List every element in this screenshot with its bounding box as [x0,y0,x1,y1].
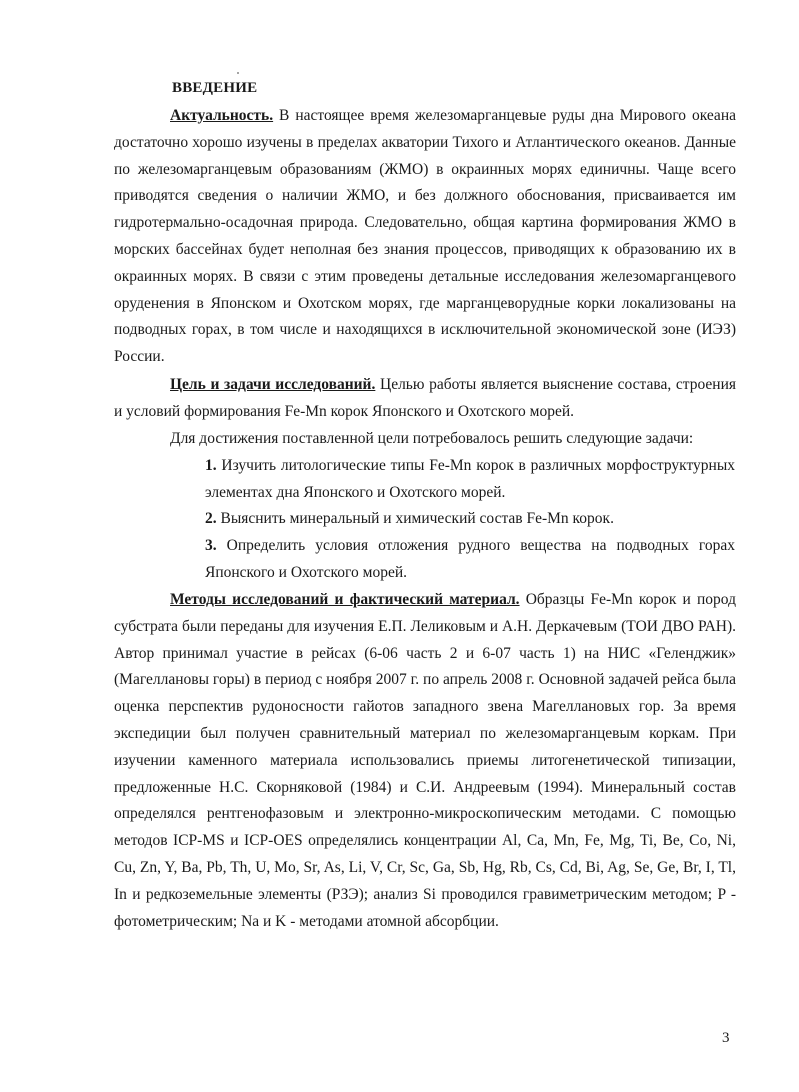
text-relevance: В настоящее время железомарганцевые руды дна Мирового океана достаточно хорошо изучены в пределах акватории Тихого и Атлантического океанов. Данные по железомарганцевым образованиям (ЖМО) в окраинных морях единичны. Чаще всего приводятся сведения о наличии ЖМО, и без должного обоснования, присваивается им гидротермально-осадочная природа. Следовательно, общая картина формирования ЖМО в морских бассейнах будет неполная без знания процессов, приводящих к образованию их в окраинных морях. В связи с этим проведены детальные исследования железомарганцевого оруденения в Японском и Охотском морях, где марганцеворудные корки локализованы на подводных горах, в том числе и находящихся в исключительной экономической зоне (ИЭЗ) России. [114,107,736,366]
section-heading: ВВЕДЕНИЕ [172,80,258,96]
task-item [205,453,735,507]
scan-speck [237,72,239,74]
lead-goal: Цель и задачи исследований. [170,376,376,393]
text-goal: Целью работы является выяснение состава, строения и условий формирования Fe-Mn корок Японского и Охотского морей. [114,376,736,420]
lead-relevance: Актуальность. [170,107,274,124]
task-number: 2. [205,510,217,527]
task-number: 1. [205,457,217,474]
task-text: Определить условия отложения рудного вещества на подводных горах Японского и Охотского морей. [205,537,735,581]
paragraph-relevance [114,103,736,371]
text-methods: Образцы Fe-Mn корок и пород субстрата были переданы для изучения Е.П. Леликовым и А.Н. Деркачевым (ТОИ ДВО РАН). Автор принимал участие в рейсах (6-06 часть 2 и 6-07 часть 1) на НИС «Геленджик» (Магеллановы горы) в период с ноября 2007 г. по апрель 2008 г. Основной задачей рейса была оценка перспектив рудоносности гайотов западного звена Магеллановых гор. За время экспедиции был получен сравнительный материал по железомарганцевым коркам. При изучении каменного материала использовались приемы литогенетической типизации, предложенные Н.С. Скорняковой (1984) и С.И. Андреевым (1994). Минеральный состав определялся рентгенофазовым и электронно-микроскопическим методами. С помощью методов ICP-MS и ICP-OES определялись концентрации Al, Ca, Mn, Fe, Mg, Ti, Be, Co, Ni, Cu, Zn, Y, Ba, Pb, Th, U, Mo, Sr, As, Li, V, Cr, Sc, Ga, Sb, Hg, Rb, Cs, Cd, Bi, Ag, Se, Ge, Br, I, Tl, In и редкоземельные элементы (РЗЭ); анализ Si проводился гравиметрическим методом; P - фотометрическим; Na и K - методами атомной абсорбции. [114,591,736,930]
paragraph-methods [114,587,736,935]
task-item [205,533,735,587]
paragraph-goal [114,372,736,426]
task-number: 3. [205,537,217,554]
tasks-intro: Для достижения поставленной цели потребовалось решить следующие задачи: [170,430,694,447]
task-text: Выяснить минеральный и химический состав Fe-Mn корок. [216,510,614,527]
task-item [205,506,735,533]
task-text: Изучить литологические типы Fe-Mn корок в различных морфоструктурных элементах дна Японского и Охотского морей. [205,457,735,501]
page-number: 3 [722,1030,730,1046]
lead-methods: Методы исследований и фактический материал. [170,591,520,608]
